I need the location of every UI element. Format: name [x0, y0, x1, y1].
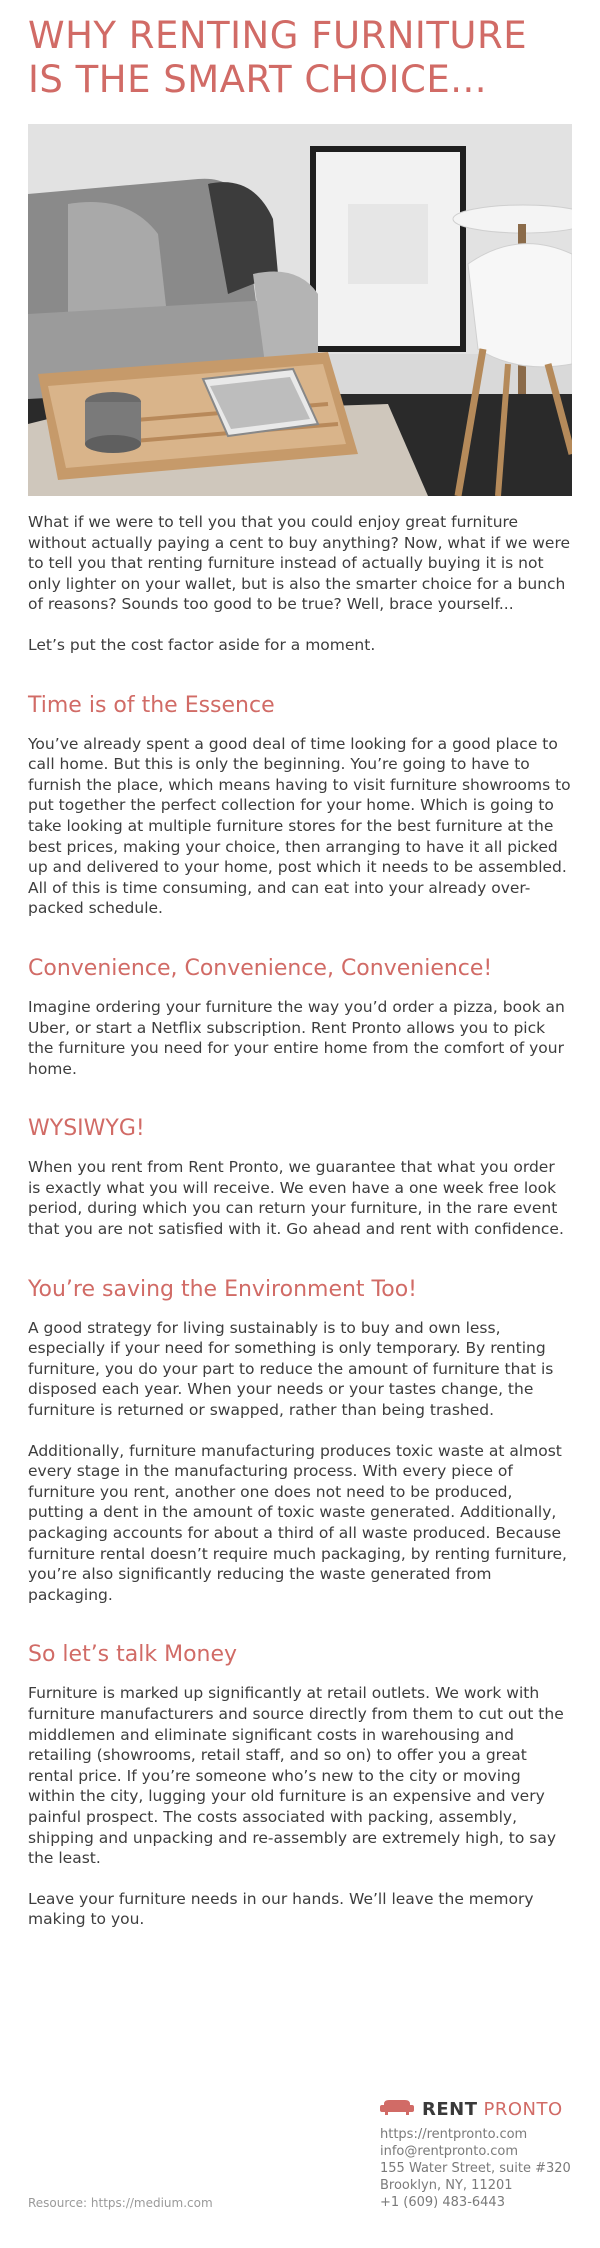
- section-environment-paragraph-1: A good strategy for living sustainably is to buy and own less, especially if your need for something is only temporary. By renting furniture, you do your part to reduce the amount of furniture that is disposed each year. When your needs or your tastes change, the furniture is returned or swapped, rather than being trashed.: [28, 1318, 554, 1420]
- sofa-icon: [380, 2098, 414, 2120]
- white-chair: [468, 244, 572, 367]
- resource-credit: Resource: https://medium.com: [28, 2196, 213, 2210]
- living-room-illustration: [28, 124, 572, 496]
- section-environment-paragraph-2: Additionally, furniture manufacturing produces toxic waste at almost every stage in the manufacturing process. With every piece of furniture you rent, another one does not need to be produced, putting a dent in the amount of toxic waste generated. Additionally, packaging accounts for about a third of all waste produced. Because furniture rental doesn’t require much packaging, by renting furniture, you’re also significantly reducing the waste generated from packaging.: [28, 1441, 567, 1604]
- page-title: [28, 14, 588, 102]
- brand-logo: [380, 2098, 563, 2120]
- phone-number[interactable]: +1 (609) 483-6443: [380, 2195, 505, 2210]
- intro-paragraph-2: Let’s put the cost factor aside for a moment.: [28, 635, 376, 654]
- brand-name-rent: RENT: [422, 2098, 478, 2120]
- section-heading-money: So let’s talk Money: [28, 1642, 238, 1668]
- section-heading-convenience: Convenience, Convenience, Convenience!: [28, 955, 493, 981]
- intro-paragraph-1: What if we were to tell you that you could enjoy great furniture without actually paying a cent to buy anything? Now, what if we were to tell you that renting furniture instead of actually buying it is not only lighter on your wallet, but is also the smarter choice for a bunch of reasons? Sounds too good to be true? Well, brace yourself...: [28, 513, 571, 614]
- section-money-paragraph-1: Furniture is marked up significantly at retail outlets. We work with furniture manufacturers and source directly from them to cut out the middlemen and eliminate significant costs in warehousing and retailing (showrooms, retail staff, and so on) to offer you a great rental price. If you’re someone who’s new to the city or moving within the city, lugging your old furniture is an expensive and very painful prospect. The costs associated with packing, assembly, shipping and unpacking and re-assembly are extremely high, to say the least.: [28, 1684, 564, 1868]
- section-heading-time: Time is of the Essence: [28, 692, 275, 718]
- section-money-paragraph-2: Leave your furniture needs in our hands. We’ll leave the memory making to you.: [28, 1889, 534, 1929]
- section-time-paragraph: You’ve already spent a good deal of time looking for a good place to call home. But this is only the beginning. You’re going to have to furnish the place, which means having to visit furniture showrooms to put together the perfect collection for your home. Which is going to take looking at multiple furniture stores for the best furniture at the best prices, making your choice, then arranging to have it all picked up and delivered to your home, post which it needs to be assembled. All of this is time consuming, and can eat into your already over-packed schedule.: [28, 734, 571, 918]
- brand-name-pronto: PRONTO: [483, 2098, 563, 2120]
- address-line-1: 155 Water Street, suite #320: [380, 2161, 571, 2176]
- section-heading-wysiwyg: WYSIWYG!: [28, 1116, 145, 1142]
- website-link[interactable]: https://rentpronto.com: [380, 2127, 528, 2142]
- address-line-2: Brooklyn, NY, 11201: [380, 2178, 513, 2193]
- section-heading-environment: You’re saving the Environment Too!: [28, 1276, 417, 1302]
- page-title-line-1: WHY RENTING FURNITURE: [28, 14, 528, 57]
- hero-photo: [28, 124, 572, 496]
- page-title-line-2: IS THE SMART CHOICE...: [28, 58, 488, 101]
- section-convenience-paragraph: Imagine ordering your furniture the way you’d order a pizza, book an Uber, or start a Netflix subscription. Rent Pronto allows you to pick the furniture you need for your entire home from the comfort of your home.: [28, 997, 565, 1078]
- section-wysiwyg-paragraph: When you rent from Rent Pronto, we guarantee that what you order is exactly what you will receive. We even have a one week free look period, during which you can return your furniture, in the rare event that you are not satisfied with it. Go ahead and rent with confidence.: [28, 1158, 564, 1239]
- side-table: [453, 205, 572, 233]
- contact-info: [380, 2126, 571, 2211]
- email-link[interactable]: info@rentpronto.com: [380, 2144, 518, 2159]
- article-body: [28, 512, 572, 1950]
